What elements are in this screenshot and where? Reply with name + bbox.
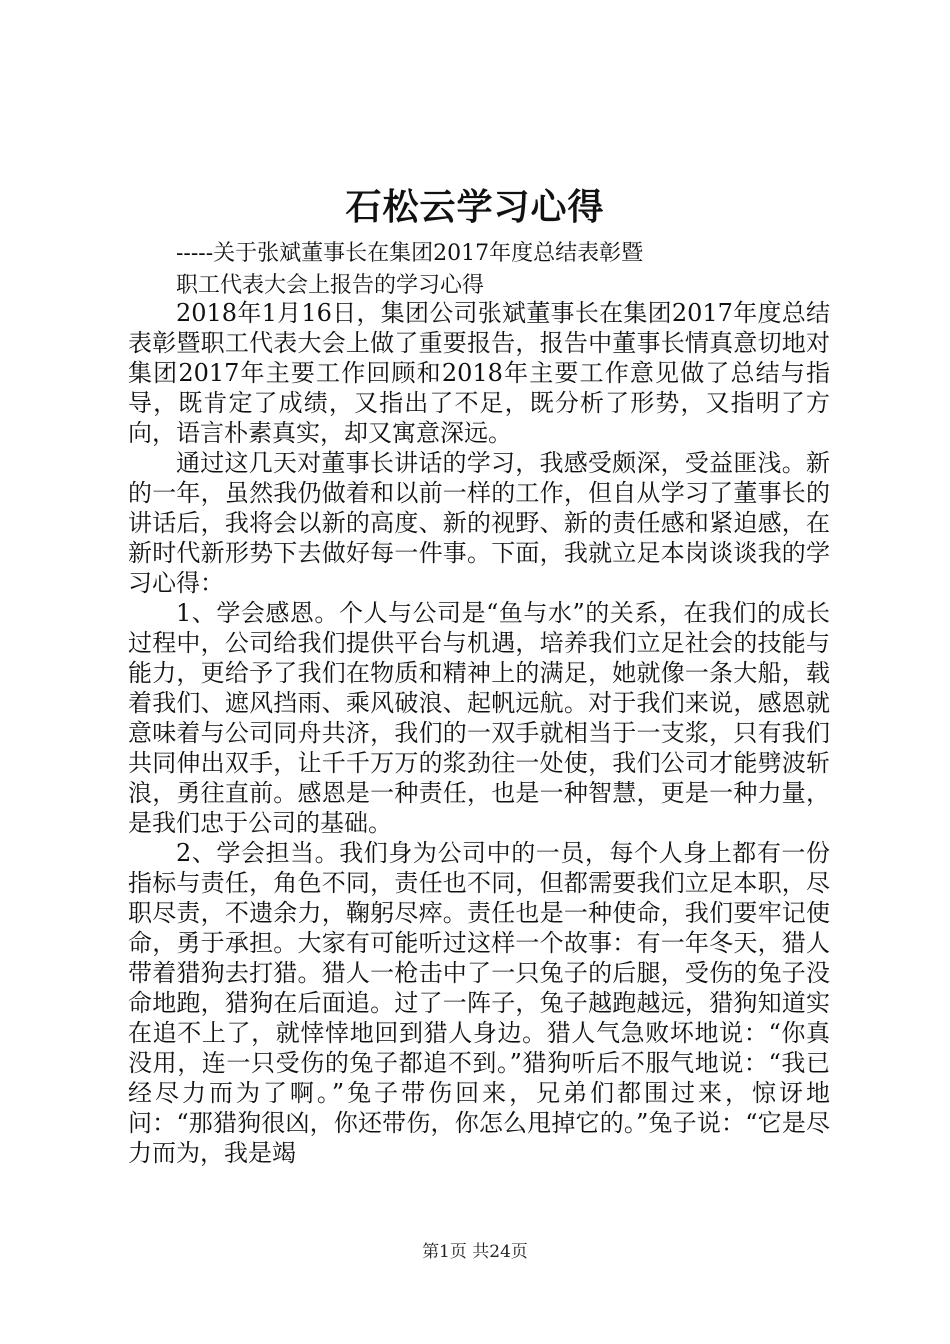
subtitle-line-2: 职工代表大会上报告的学习心得: [176, 273, 485, 298]
subtitle-line-1: -----关于张斌董事长在集团2017年度总结表彰暨: [176, 241, 644, 266]
document-subtitle: [176, 238, 836, 302]
paragraph-1: 2018年1月16日，集团公司张斌董事长在集团2017年度总结表彰暨职工代表大会上做了重要报告，报告中董事长情真意切地对集团2017年主要工作回顾和2018年主要工作意见做了总结与指导，既肯定了成绩，又指出了不足，既分析了形势，又指明了方向，语言朴素真实，却又寓意深远。: [128, 299, 830, 447]
document-title: 石松云学习心得: [345, 186, 605, 228]
page-number-footer: 第1页 共24页: [422, 1242, 528, 1262]
paragraph-2: 通过这几天对董事长讲话的学习，我感受颇深，受益匪浅。新的一年，虽然我仍做着和以前一样的工作，但自从学习了董事长的讲话后，我将会以新的高度、新的视野、新的责任感和紧迫感，在新时代新形势下去做好每一件事。下面，我就立足本岗谈谈我的学习心得：: [128, 449, 830, 597]
paragraph-3: 1、学会感恩。个人与公司是“鱼与水”的关系，在我们的成长过程中，公司给我们提供平台与机遇，培养我们立足社会的技能与能力，更给予了我们在物质和精神上的满足，她就像一条大船，载着我们、遮风挡雨、乘风破浪、起帆远航。对于我们来说，感恩就意味着与公司同舟共济，我们的一双手就相当于一支浆，只有我们共同伸出双手，让千千万万的浆劲往一处使，我们公司才能劈波斩浪，勇往直前。感恩是一种责任，也是一种智慧，更是一种力量，是我们忠于公司的基础。: [128, 599, 830, 837]
paragraph-4: 2、学会担当。我们身为公司中的一员，每个人身上都有一份指标与责任，角色不同，责任也不同，但都需要我们立足本职，尽职尽责，不遗余力，鞠躬尽瘁。责任也是一种使命，我们要牢记使命，勇于承担。大家有可能听过这样一个故事：有一年冬天，猎人带着猎狗去打猎。猎人一枪击中了一只兔子的后腿，受伤的兔子没命地跑，猎狗在后面追。过了一阵子，兔子越跑越远，猎狗知道实在追不上了，就悻悻地回到猎人身边。猎人气急败坏地说：“你真没用，连一只受伤的兔子都追不到。”猎狗听后不服气地说：“我已经尽力而为了啊。”兔子带伤回来，兄弟们都围过来，惊讶地问：“那猎狗很凶，你还带伤，你怎么甩掉它的。”兔子说：“它是尽力而为，我是竭: [128, 839, 830, 1167]
document-body: [128, 298, 830, 1168]
